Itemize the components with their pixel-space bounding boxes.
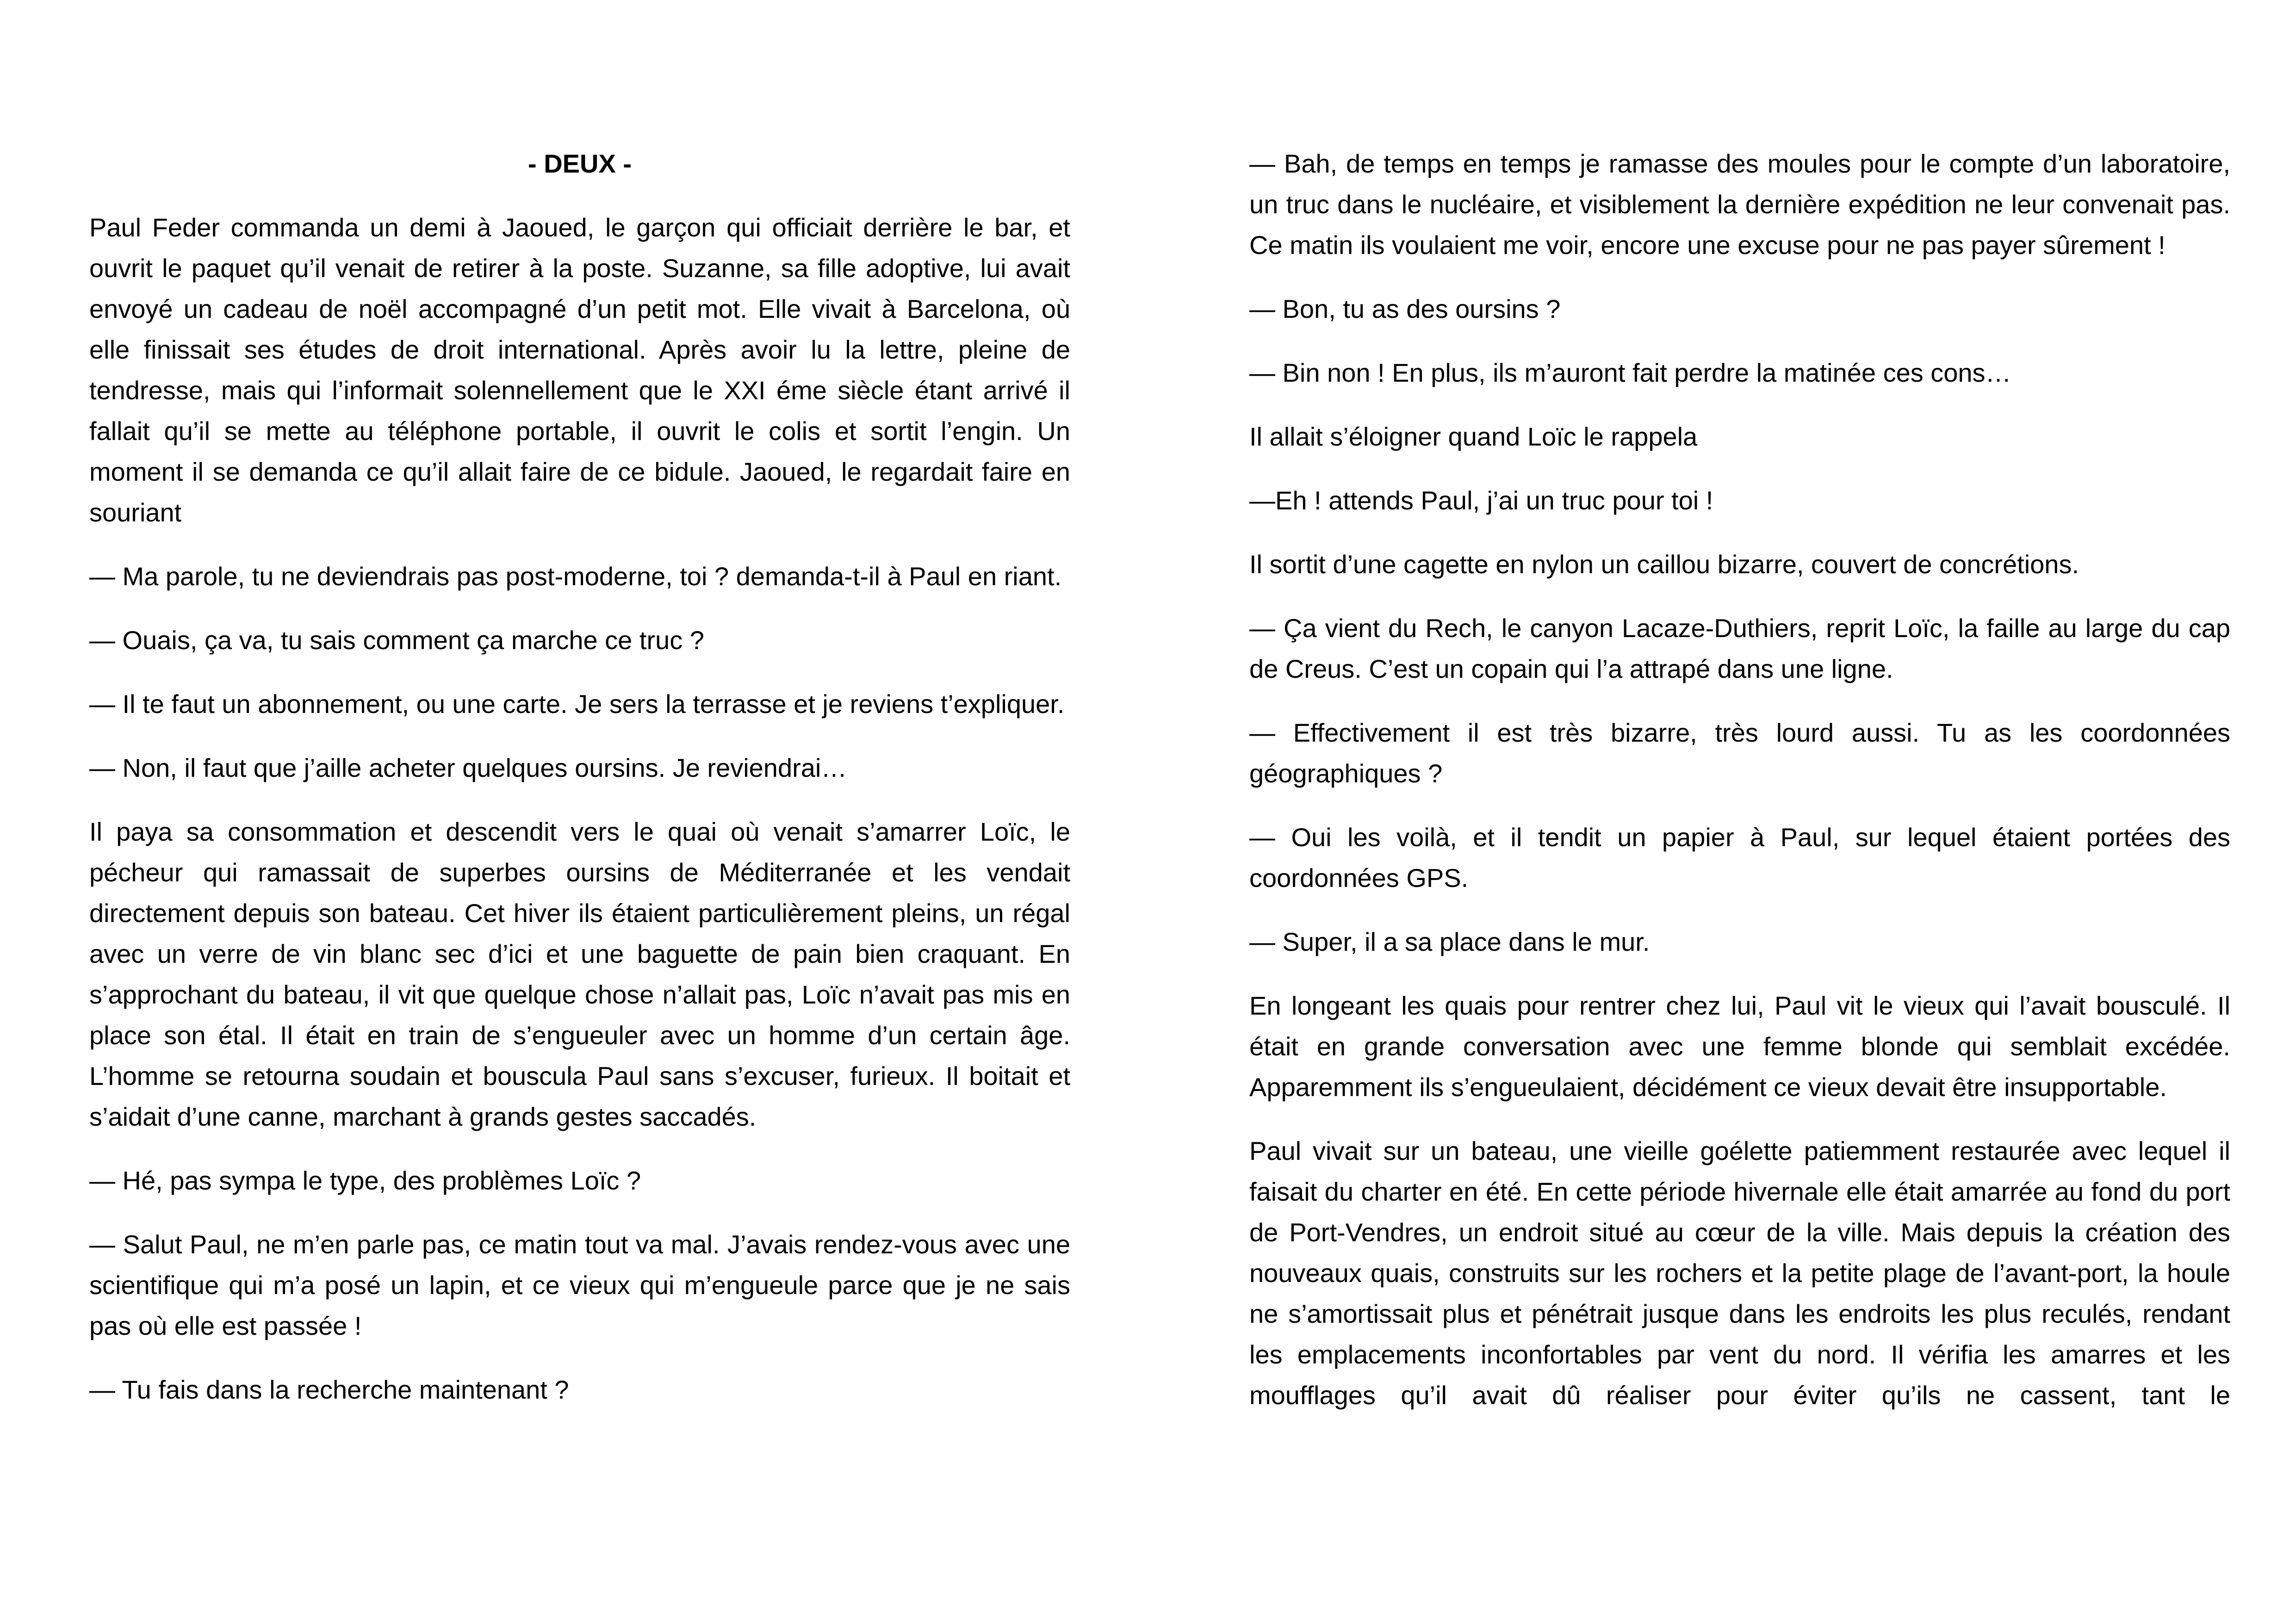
paragraph: — Bin non ! En plus, ils m’auront fait perdre la matinée ces cons…	[1249, 358, 2011, 387]
paragraph: Paul Feder commanda un demi à Jaoued, le garçon qui officiait derrière le bar, et ouvrit le paquet qu’il venait de retirer à la poste. Suzanne, sa fille adoptive, lui avait envoyé un cadeau de noël accompagné d’un petit mot. Elle vivait à Barcelona, où elle finissait ses études de droit international. Après avoir lu la lettre, pleine de tendresse, mais qui l’informait solennellement que le XXI éme siècle étant arrivé il fallait qu’il se mette au téléphone portable, il ouvrit le colis et sortit l’engin. Un moment il se demanda ce qu’il allait faire de ce bidule. Jaoued, le regardait faire en souriant	[89, 213, 1070, 527]
paragraph: — Il te faut un abonnement, ou une carte. Je sers la terrasse et je reviens t’expliquer.	[89, 689, 1065, 719]
paragraph: — Hé, pas sympa le type, des problèmes Loïc ?	[89, 1166, 641, 1195]
paragraph: — Effectivement il est très bizarre, très lourd aussi. Tu as les coordonnées géographiques ?	[1249, 718, 2230, 788]
paragraph: Il sortit d’une cagette en nylon un caillou bizarre, couvert de concrétions.	[1249, 550, 2079, 579]
paragraph: Il paya sa consommation et descendit vers le quai où venait s’amarrer Loïc, le pécheur qui ramassait de superbes oursins de Méditerranée et les vendait directement depuis son bateau. Cet hiver ils étaient particulièrement pleins, un régal avec un verre de vin blanc sec d’ici et une baguette de pain bien craquant. En s’approchant du bateau, il vit que quelque chose n’allait pas, Loïc n’avait pas mis en place son étal. Il était en train de s’engueuler avec un homme d’un certain âge. L’homme se retourna soudain et bouscula Paul sans s’excuser, furieux. Il boitait et s’aidait d’une canne, marchant à grands gestes saccadés.	[89, 817, 1070, 1131]
paragraph: — Ma parole, tu ne deviendrais pas post-moderne, toi ? demanda-t-il à Paul en riant.	[89, 562, 1062, 591]
paragraph: — Non, il faut que j’aille acheter quelques oursins. Je reviendrai…	[89, 753, 847, 782]
paragraph: — Bah, de temps en temps je ramasse des moules pour le compte d’un laboratoire, un truc dans le nucléaire, et visiblement la dernière expédition ne leur convenait pas. Ce matin ils voulaient me voir, encore une excuse pour ne pas payer sûrement !	[1249, 149, 2230, 260]
paragraph: — Ça vient du Rech, le canyon Lacaze-Duthiers, reprit Loïc, la faille au large du cap de Creus. C’est un copain qui l’a attrapé dans une ligne.	[1249, 613, 2230, 683]
paragraph: — Salut Paul, ne m’en parle pas, ce matin tout va mal. J’avais rendez-vous avec une scientifique qui m’a posé un lapin, et ce vieux qui m’engueule parce que je ne sais pas où elle est passée !	[89, 1230, 1070, 1340]
paragraph: — Oui les voilà, et il tendit un papier à Paul, sur lequel étaient portées des coordonnées GPS.	[1249, 823, 2230, 892]
paragraph: Paul vivait sur un bateau, une vieille goélette patiemment restaurée avec lequel il faisait du charter en été. En cette période hivernale elle était amarrée au fond du port de Port-Vendres, un endroit situé au cœur de la ville. Mais depuis la création des nouveaux quais, construits sur les rochers et la petite plage de l’avant-port, la houle ne s’amortissait plus et pénétrait jusque dans les endroits les plus reculés, rendant les emplacements inconfortables par vent du nord. Il vérifia les amarres et les moufflages qu’il avait dû réaliser pour éviter qu’ils ne cassent, tant le	[1249, 1136, 2230, 1410]
paragraph: —Eh ! attends Paul, j’ai un truc pour toi !	[1249, 486, 1713, 515]
paragraph: En longeant les quais pour rentrer chez lui, Paul vit le vieux qui l’avait bousculé. Il était en grande conversation avec une femme blonde qui semblait excédée. Apparemment ils s’engueulaient, décidément ce vieux devait être insupportable.	[1249, 991, 2230, 1102]
left-column	[89, 143, 1070, 1410]
chapter-title: - DEUX -	[528, 149, 632, 178]
paragraph: Il allait s’éloigner quand Loïc le rappela	[1249, 422, 1698, 451]
paragraph: — Tu fais dans la recherche maintenant ?	[89, 1375, 569, 1404]
paragraph: — Bon, tu as des oursins ?	[1249, 294, 1561, 323]
right-column	[1249, 143, 2230, 1416]
paragraph: — Ouais, ça va, tu sais comment ça marche ce truc ?	[89, 626, 704, 655]
paragraph: — Super, il a sa place dans le mur.	[1249, 927, 1650, 956]
